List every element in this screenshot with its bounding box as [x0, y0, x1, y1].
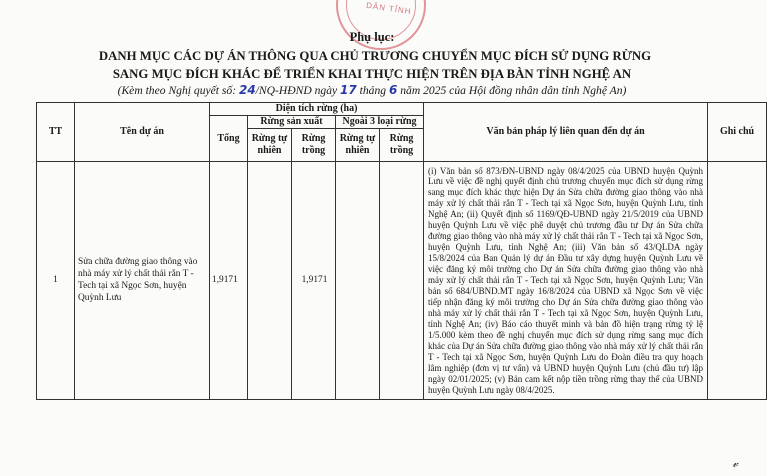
- row-outside-natural: [336, 161, 380, 399]
- header-natural-forest-outside: Rừng tự nhiên: [336, 128, 380, 161]
- appendix-label: Phụ lục:: [349, 30, 395, 44]
- subtitle-part-4: năm 2025 của Hội đồng nhân dân tỉnh Nghệ An): [397, 84, 627, 97]
- handwritten-initial: 𝓋: [732, 456, 738, 470]
- header-production-forest: Rừng sản xuất: [248, 116, 336, 129]
- document-title-line-2: SANG MỤC ĐÍCH KHÁC ĐỂ TRIỂN KHAI THỰC HIỆN TRÊN ĐỊA BÀN TỈNH NGHỆ AN: [112, 67, 632, 81]
- row-outside-planted: [380, 161, 424, 399]
- header-total: Tổng: [210, 116, 248, 162]
- row-legal-documents: (i) Văn bản số 873/ĐN-UBND ngày 08/4/2025 của UBND huyện Quỳnh Lưu về việc đề nghị quyết định chủ trương chuyển mục đích sử dụng rừng sang mục đích khác thực hiện Dự án Sửa chữa đường giao thông vào nhà máy xử lý chất thải rắn T - Tech tại xã Ngọc Sơn, huyện Quỳnh Lưu, tỉnh Nghệ An; (ii) Quyết định số 1169/QĐ-UBND ngày 21/5/2019 của UBND huyện Quỳnh Lưu về việc phê duyệt chủ trương đầu tư Dự án Sửa chữa đường giao thông vào nhà máy xử lý chất thải rắn T - Tech tại xã Ngọc Sơn, huyện Quỳnh Lưu, tỉnh Nghệ An; (iii) Văn bản số 43/QLDA ngày 15/8/2024 của Ban Quản lý dự án Đầu tư xây dựng huyện Quỳnh Lưu về việc đăng ký môi trường cho Dự án Sửa chữa đường giao thông vào nhà máy xử lý chất thải rắn T - Tech tại xã Ngọc Sơn, huyện Quỳnh Lưu; Văn bản số 684/UBND.MT ngày 16/8/2024 của UBND xã Ngọc Sơn về việc tiếp nhận đăng ký môi trường cho Dự án Sửa chữa đường giao thông vào nhà máy xử lý chất thải rắn T - Tech tại xã Ngọc Sơn, huyện Quỳnh Lưu, tỉnh Nghệ An; (iv) Báo cáo thuyết minh và bản đồ hiện trạng rừng tỷ lệ 1/5.000 kèm theo đề nghị chuyển mục đích sử dụng rừng sang mục đích khác của Dự án Sửa chữa đường giao thông vào nhà máy xử lý chất thải rắn T - Tech tại xã Ngọc Sơn, huyện Quỳnh Lưu do Đoàn điều tra quy hoạch lâm nghiệp (đơn vị tư vấn) và UBND huyện Quỳnh Lưu (chủ đầu tư) lập ngày 02/01/2025; (v) Bản cam kết nộp tiền trồng rừng thay thế của UBND huyện Quỳnh Lưu ngày 08/4/2025.: [424, 161, 708, 399]
- project-table: [36, 102, 767, 400]
- table-row: [37, 161, 767, 399]
- subtitle-part-3: tháng: [356, 84, 389, 97]
- row-total-area: 1,9171: [210, 161, 248, 399]
- header-notes: Ghi chú: [708, 103, 767, 162]
- day-handwritten: 17: [340, 83, 357, 97]
- header-forest-area: Diện tích rừng (ha): [210, 103, 424, 116]
- document-subtitle: [0, 83, 744, 97]
- row-project-name: Sửa chữa đường giao thông vào nhà máy xử lý chất thải rắn T - Tech tại xã Ngọc Sơn, huyện Quỳnh Lưu: [75, 161, 210, 399]
- row-tt: 1: [37, 161, 75, 399]
- header-outside-3-types: Ngoài 3 loại rừng: [336, 116, 424, 129]
- header-natural-forest-production: Rừng tự nhiên: [248, 128, 292, 161]
- subtitle-part-2: /NQ-HĐND ngày: [255, 84, 341, 97]
- row-production-natural: [248, 161, 292, 399]
- header-planted-forest-production: Rừng trồng: [292, 128, 336, 161]
- month-handwritten: 6: [388, 83, 398, 97]
- header-tt: TT: [37, 103, 75, 162]
- header-planted-forest-outside: Rừng trồng: [380, 128, 424, 161]
- seal-lettering: DÂN TỈNH: [365, 0, 413, 17]
- row-production-planted: 1,9171: [292, 161, 336, 399]
- header-project-name: Tên dự án: [75, 103, 210, 162]
- resolution-number-handwritten: 24: [238, 83, 256, 97]
- subtitle-part-1: (Kèm theo Nghị quyết số:: [117, 84, 239, 97]
- row-notes: [708, 161, 767, 399]
- document-title-line-1: DANH MỤC CÁC DỰ ÁN THÔNG QUA CHỦ TRƯƠNG CHUYỂN MỤC ĐÍCH SỬ DỤNG RỪNG: [98, 49, 652, 63]
- header-legal-documents: Văn bản pháp lý liên quan đến dự án: [424, 103, 708, 162]
